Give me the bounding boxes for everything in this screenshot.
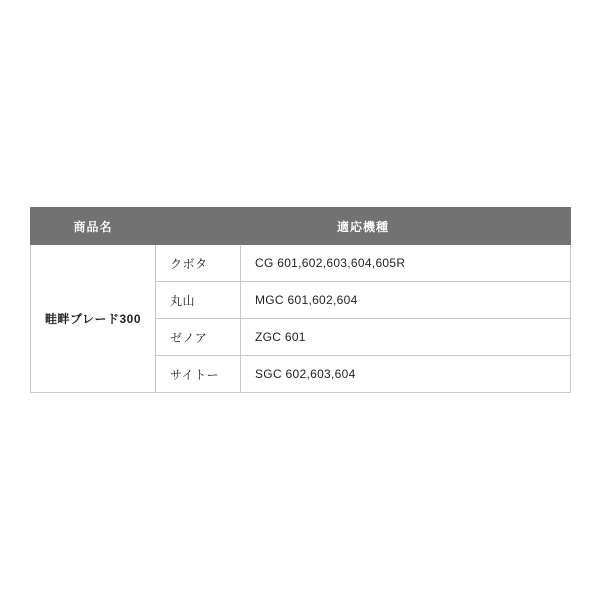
- table-body: [31, 245, 571, 393]
- compatibility-table: [30, 207, 571, 393]
- table-header-row: [31, 208, 571, 245]
- maker-cell: クボタ: [156, 245, 241, 282]
- models-cell: ZGC 601: [241, 319, 571, 356]
- column-header-product-name: 商品名: [31, 208, 156, 245]
- maker-cell: サイトー: [156, 356, 241, 393]
- table-header: [31, 208, 571, 245]
- models-cell: SGC 602,603,604: [241, 356, 571, 393]
- column-header-compatible-models: 適応機種: [156, 208, 571, 245]
- maker-cell: 丸山: [156, 282, 241, 319]
- table-row: [31, 245, 571, 282]
- models-cell: CG 601,602,603,604,605R: [241, 245, 571, 282]
- compatibility-table-container: [30, 207, 570, 393]
- product-name-cell: 畦畔ブレード300: [31, 245, 156, 393]
- models-cell: MGC 601,602,604: [241, 282, 571, 319]
- maker-cell: ゼノア: [156, 319, 241, 356]
